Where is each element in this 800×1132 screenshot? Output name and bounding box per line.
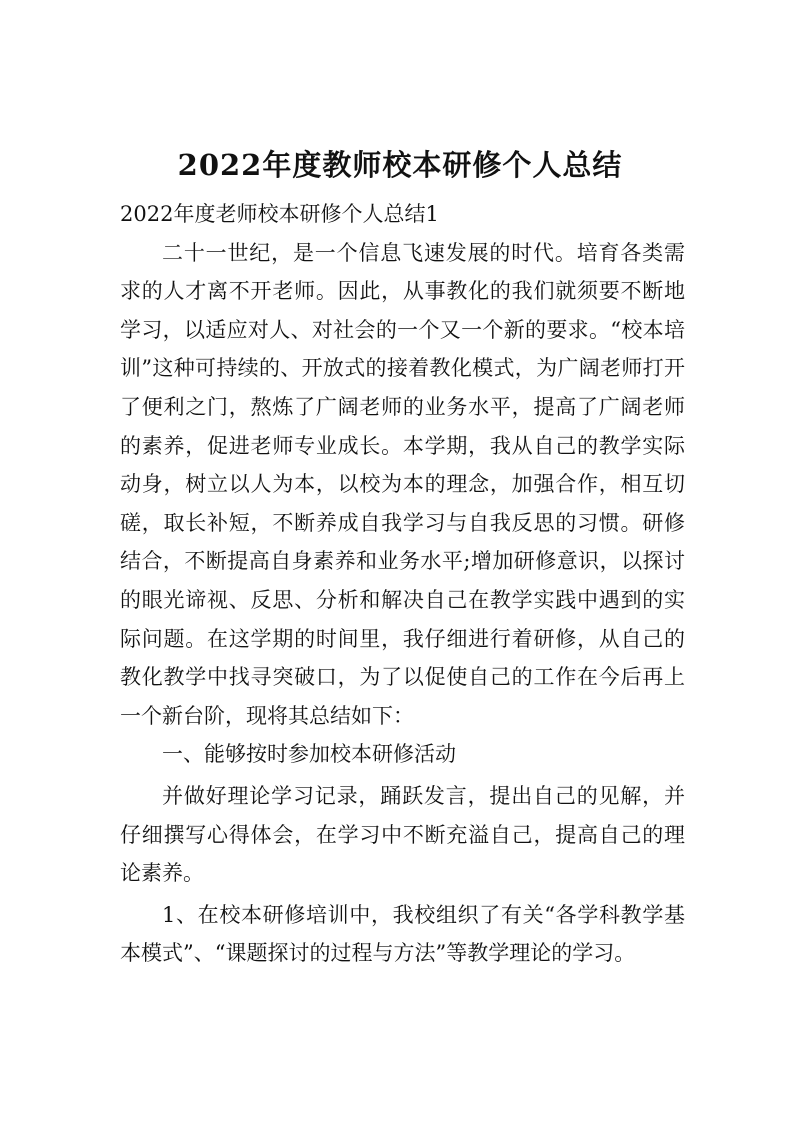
paragraph-section-1: 并做好理论学习记录，踊跃发言，提出自己的见解，并仔细撰写心得体会，在学习中不断充溢自己，提高自己的理论素养。 [120,783,685,886]
paragraph-intro: 二十一世纪，是一个信息飞速发展的时代。培育各类需求的人才离不开老师。因此，从事教化的我们就须要不断地学习，以适应对人、对社会的一个又一个新的要求。“校本培训”这种可持续的、开放式的接着教化模式，为广阔老师打开了便利之门，熬炼了广阔老师的业务水平，提高了广阔老师的素养，促进老师专业成长。本学期，我从自己的教学实际动身，树立以人为本，以校为本的理念，加强合作，相互切磋，取长补短，不断养成自我学习与自我反思的习惯。研修结合，不断提高自身素养和业务水平;增加研修意识，以探讨的眼光谛视、反思、分析和解决自己在教学实践中遇到的实际问题。在这学期的时间里，我仔细进行着研修，从自己的教化教学中找寻突破口，为了以促使自己的工作在今后再上一个新台阶，现将其总结如下： [120,240,685,728]
paragraph-item-1: 1、在校本研修培训中，我校组织了有关“各学科教学基本模式”、“课题探讨的过程与方法”等教学理论的学习。 [120,902,685,966]
document-title: 2022年度教师校本研修个人总结 [177,148,623,183]
section-heading-1: 一、能够按时参加校本研修活动 [162,742,456,767]
document-body [120,195,685,973]
document-subtitle: 2022年度老师校本研修个人总结1 [120,202,439,226]
